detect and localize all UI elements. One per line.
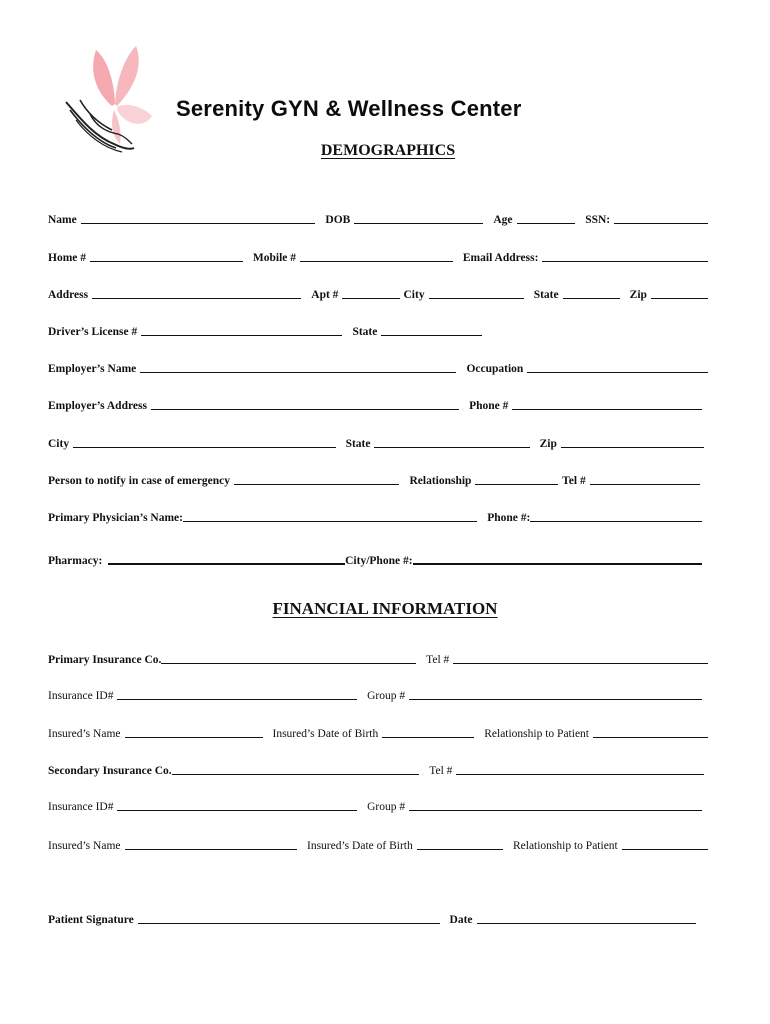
pharmacy-city-phone-label: City/Phone #: bbox=[345, 555, 413, 567]
pharmacy-city-phone-field[interactable] bbox=[413, 551, 702, 565]
secondary-insurance-id-label: Insurance ID# bbox=[48, 801, 114, 813]
demographics-row-name bbox=[48, 210, 712, 226]
financial-row-secondary-id bbox=[48, 797, 706, 813]
secondary-insurance-label: Secondary Insurance Co. bbox=[48, 765, 172, 777]
patient-signature-field[interactable] bbox=[138, 911, 440, 924]
primary-insurance-label: Primary Insurance Co. bbox=[48, 654, 162, 666]
employer-phone-label: Phone # bbox=[469, 400, 509, 412]
secondary-insurance-id-field[interactable] bbox=[117, 798, 357, 811]
dob-field[interactable] bbox=[354, 211, 483, 224]
pharmacy-field[interactable] bbox=[108, 551, 345, 565]
financial-title: FINANCIAL INFORMATION bbox=[272, 599, 498, 618]
employer-zip-field[interactable] bbox=[561, 435, 704, 448]
occupation-label: Occupation bbox=[466, 363, 524, 375]
demographics-row-physician bbox=[48, 508, 706, 524]
emergency-tel-field[interactable] bbox=[590, 472, 700, 485]
age-field[interactable] bbox=[517, 211, 576, 224]
primary-insured-dob-field[interactable] bbox=[382, 725, 474, 738]
pharmacy-label: Pharmacy: bbox=[48, 555, 103, 567]
secondary-relationship-field[interactable] bbox=[622, 837, 708, 850]
secondary-insured-dob-field[interactable] bbox=[417, 837, 503, 850]
primary-insurance-tel-field[interactable] bbox=[453, 651, 708, 664]
home-phone-field[interactable] bbox=[90, 249, 243, 262]
license-field[interactable] bbox=[141, 323, 342, 336]
demographics-row-employer-address bbox=[48, 396, 706, 412]
primary-insured-name-field[interactable] bbox=[125, 725, 263, 738]
primary-insurance-id-field[interactable] bbox=[117, 687, 357, 700]
demographics-title: DEMOGRAPHICS bbox=[320, 142, 456, 159]
email-field[interactable] bbox=[542, 249, 708, 262]
employer-address-label: Employer’s Address bbox=[48, 400, 147, 412]
dob-label: DOB bbox=[325, 214, 351, 226]
license-label: Driver’s License # bbox=[48, 326, 138, 338]
primary-relationship-label: Relationship to Patient bbox=[484, 728, 589, 740]
financial-row-primary-id bbox=[48, 686, 706, 702]
secondary-insured-dob-label: Insured’s Date of Birth bbox=[307, 840, 413, 852]
physician-name-field[interactable] bbox=[183, 509, 477, 522]
emergency-tel-label: Tel # bbox=[562, 475, 586, 487]
secondary-insured-name-label: Insured’s Name bbox=[48, 840, 121, 852]
butterfly-hand-logo-icon bbox=[60, 44, 155, 156]
employer-phone-field[interactable] bbox=[512, 397, 702, 410]
demographics-row-phone bbox=[48, 248, 712, 264]
physician-phone-field[interactable] bbox=[530, 509, 702, 522]
primary-insured-dob-label: Insured’s Date of Birth bbox=[272, 728, 379, 740]
secondary-insurance-field[interactable] bbox=[172, 762, 420, 775]
primary-insured-name-label: Insured’s Name bbox=[48, 728, 121, 740]
state-label: State bbox=[533, 289, 559, 301]
demographics-row-emergency bbox=[48, 471, 704, 487]
employer-city-field[interactable] bbox=[73, 435, 335, 448]
ssn-field[interactable] bbox=[614, 211, 708, 224]
demographics-row-address bbox=[48, 285, 712, 301]
secondary-insured-name-field[interactable] bbox=[125, 837, 298, 850]
employer-state-field[interactable] bbox=[374, 435, 529, 448]
mobile-label: Mobile # bbox=[252, 252, 297, 264]
primary-insurance-field[interactable] bbox=[161, 651, 416, 664]
zip-field[interactable] bbox=[651, 286, 708, 299]
employer-state-label: State bbox=[345, 438, 371, 450]
relationship-field[interactable] bbox=[475, 472, 558, 485]
secondary-insurance-tel-field[interactable] bbox=[456, 762, 704, 775]
primary-group-label: Group # bbox=[367, 690, 406, 702]
demographics-row-employer-city bbox=[48, 434, 708, 450]
zip-label: Zip bbox=[629, 289, 647, 301]
home-phone-label: Home # bbox=[48, 252, 87, 264]
secondary-group-label: Group # bbox=[367, 801, 406, 813]
demographics-row-employer bbox=[48, 359, 712, 375]
org-name: Serenity GYN & Wellness Center bbox=[176, 96, 522, 121]
primary-group-field[interactable] bbox=[409, 687, 702, 700]
employer-city-label: City bbox=[48, 438, 70, 450]
demographics-row-pharmacy bbox=[48, 551, 706, 567]
financial-row-primary-insurance bbox=[48, 650, 712, 666]
license-state-label: State bbox=[352, 326, 378, 338]
relationship-label: Relationship bbox=[409, 475, 472, 487]
demographics-row-license bbox=[48, 322, 486, 338]
emergency-contact-field[interactable] bbox=[234, 472, 399, 485]
secondary-group-field[interactable] bbox=[409, 798, 702, 811]
address-label: Address bbox=[48, 289, 89, 301]
primary-insurance-id-label: Insurance ID# bbox=[48, 690, 114, 702]
name-label: Name bbox=[48, 214, 77, 226]
name-field[interactable] bbox=[81, 211, 316, 224]
secondary-relationship-label: Relationship to Patient bbox=[512, 840, 618, 852]
signature-date-field[interactable] bbox=[477, 911, 696, 924]
patient-signature-label: Patient Signature bbox=[48, 914, 134, 926]
signature-row bbox=[48, 910, 700, 926]
employer-zip-label: Zip bbox=[539, 438, 557, 450]
financial-row-secondary-insured bbox=[48, 836, 712, 852]
signature-date-label: Date bbox=[449, 914, 473, 926]
physician-name-label: Primary Physician’s Name: bbox=[48, 512, 183, 524]
city-field[interactable] bbox=[429, 286, 524, 299]
ssn-label: SSN: bbox=[585, 214, 611, 226]
financial-row-secondary-insurance bbox=[48, 761, 708, 777]
physician-phone-label: Phone #: bbox=[487, 512, 531, 524]
address-field[interactable] bbox=[92, 286, 301, 299]
emergency-contact-label: Person to notify in case of emergency bbox=[48, 475, 231, 487]
primary-insurance-tel-label: Tel # bbox=[426, 654, 450, 666]
primary-relationship-field[interactable] bbox=[593, 725, 708, 738]
financial-row-primary-insured bbox=[48, 724, 712, 740]
employer-name-label: Employer’s Name bbox=[48, 363, 137, 375]
email-label: Email Address: bbox=[462, 252, 539, 264]
city-label: City bbox=[403, 289, 425, 301]
secondary-insurance-tel-label: Tel # bbox=[429, 765, 453, 777]
apt-label: Apt # bbox=[311, 289, 339, 301]
age-label: Age bbox=[493, 214, 513, 226]
employer-address-field[interactable] bbox=[151, 397, 459, 410]
apt-field[interactable] bbox=[342, 286, 399, 299]
state-field[interactable] bbox=[563, 286, 620, 299]
license-state-field[interactable] bbox=[381, 323, 482, 336]
occupation-field[interactable] bbox=[527, 360, 708, 373]
mobile-field[interactable] bbox=[300, 249, 453, 262]
employer-name-field[interactable] bbox=[140, 360, 456, 373]
